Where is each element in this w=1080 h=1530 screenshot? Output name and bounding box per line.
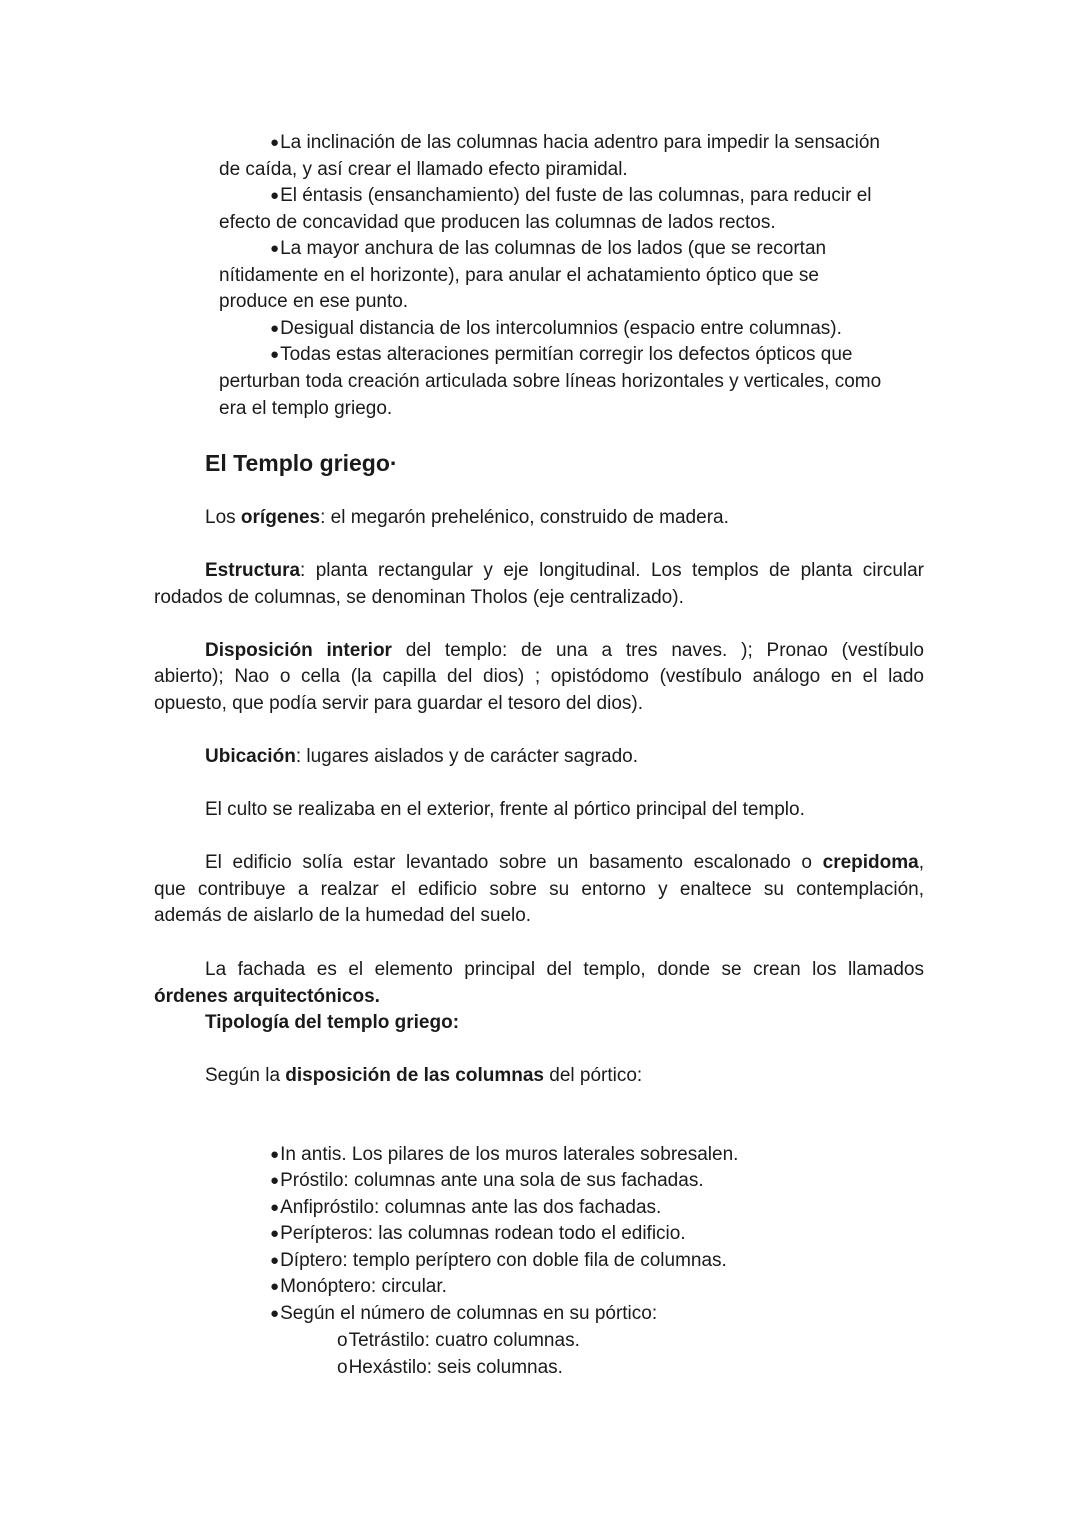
text: que contribuye a realzar el edificio sobre su entorno y enaltece su contemplación, bbox=[154, 879, 924, 900]
sub-list-item bbox=[337, 1355, 563, 1381]
paragraph-fachada: La fachada es el elemento principal del templo, donde se crean los llamados bbox=[205, 959, 924, 980]
section-heading: El Templo griego· bbox=[205, 450, 398, 476]
text: nítidamente en el horizonte), para anular el achatamiento óptico que se bbox=[219, 265, 819, 286]
text: Perípteros: las columnas rodean todo el edificio. bbox=[280, 1223, 686, 1244]
text: In antis. Los pilares de los muros laterales sobresalen. bbox=[280, 1144, 739, 1165]
text: Los bbox=[205, 507, 241, 528]
bold-term: disposición de las columnas bbox=[285, 1065, 544, 1086]
text: perturban toda creación articulada sobre líneas horizontales y verticales, como bbox=[219, 371, 882, 392]
bold-term: órdenes arquitectónicos. bbox=[154, 986, 380, 1007]
text: : planta rectangular y eje longitudinal. Los templos de planta circular bbox=[300, 560, 924, 581]
list-item bbox=[270, 236, 826, 263]
text: rodados de columnas, se denominan Tholos (eje centralizado). bbox=[154, 587, 684, 608]
text: del templo: de una a tres naves. ); Pronao (vestíbulo bbox=[391, 640, 924, 661]
text: era el templo griego. bbox=[219, 398, 393, 419]
subheading: Tipología del templo griego: bbox=[205, 1012, 460, 1033]
list-item bbox=[270, 342, 852, 369]
bold-term: crepidoma bbox=[822, 852, 919, 873]
list-item bbox=[270, 130, 880, 157]
text: efecto de concavidad que producen las columnas de lados rectos. bbox=[219, 212, 776, 233]
text: Todas estas alteraciones permitían corregir los defectos ópticos que bbox=[280, 344, 853, 365]
text: : el megarón prehelénico, construido de madera. bbox=[320, 507, 729, 528]
list-item bbox=[270, 1301, 657, 1328]
text: , bbox=[918, 852, 924, 873]
text: Díptero: templo períptero con doble fila de columnas. bbox=[280, 1250, 727, 1271]
text: Anfipróstilo: columnas ante las dos fachadas. bbox=[280, 1197, 662, 1218]
text: de caída, y así crear el llamado efecto piramidal. bbox=[219, 159, 628, 180]
paragraph-segun bbox=[205, 1063, 642, 1089]
list-item bbox=[270, 1168, 704, 1195]
paragraph-culto: El culto se realizaba en el exterior, frente al pórtico principal del templo. bbox=[205, 799, 805, 820]
bold-term: Ubicación bbox=[205, 746, 296, 767]
list-item bbox=[270, 183, 871, 210]
list-item bbox=[270, 1274, 447, 1301]
text: Según el número de columnas en su pórtico: bbox=[280, 1303, 658, 1324]
text: La mayor anchura de las columnas de los lados (que se recortan bbox=[280, 238, 827, 259]
list-item bbox=[270, 1142, 738, 1169]
text: Según la bbox=[205, 1065, 286, 1086]
list-item bbox=[270, 316, 842, 343]
bold-term: orígenes bbox=[240, 507, 321, 528]
text bbox=[154, 984, 380, 1010]
paragraph-origenes bbox=[205, 505, 729, 531]
text: La inclinación de las columnas hacia adentro para impedir la sensación bbox=[280, 132, 880, 153]
text: Próstilo: columnas ante una sola de sus fachadas. bbox=[280, 1170, 704, 1191]
text: : lugares aislados y de carácter sagrado. bbox=[295, 746, 638, 767]
text: Tetrástilo: cuatro columnas. bbox=[348, 1330, 580, 1351]
text: El edificio solía estar levantado sobre un basamento escalonado o bbox=[205, 852, 823, 873]
text: opuesto, que podía servir para guardar el tesoro del dios). bbox=[154, 693, 644, 714]
text: Desigual distancia de los intercolumnios (espacio entre columnas). bbox=[280, 318, 842, 339]
text: además de aislarlo de la humedad del suelo. bbox=[154, 905, 532, 926]
paragraph-ubicacion bbox=[205, 744, 638, 770]
list-item bbox=[270, 1195, 661, 1222]
sub-list-item bbox=[337, 1328, 580, 1354]
text: abierto); Nao o cella (la capilla del dios) ; opistódomo (vestíbulo análogo en el lado bbox=[154, 666, 924, 687]
bold-term: Estructura bbox=[205, 560, 301, 581]
paragraph-estructura bbox=[154, 558, 924, 584]
list-item bbox=[270, 1248, 727, 1275]
text: Monóptero: circular. bbox=[280, 1276, 447, 1297]
text: produce en ese punto. bbox=[219, 291, 409, 312]
bold-term: Disposición interior bbox=[205, 640, 392, 661]
paragraph-disposicion bbox=[154, 638, 924, 664]
text: Hexástilo: seis columnas. bbox=[348, 1357, 563, 1378]
paragraph-edificio bbox=[154, 850, 924, 876]
list-item bbox=[270, 1221, 686, 1248]
text: del pórtico: bbox=[543, 1065, 643, 1086]
text: El éntasis (ensanchamiento) del fuste de las columnas, para reducir el bbox=[280, 185, 872, 206]
